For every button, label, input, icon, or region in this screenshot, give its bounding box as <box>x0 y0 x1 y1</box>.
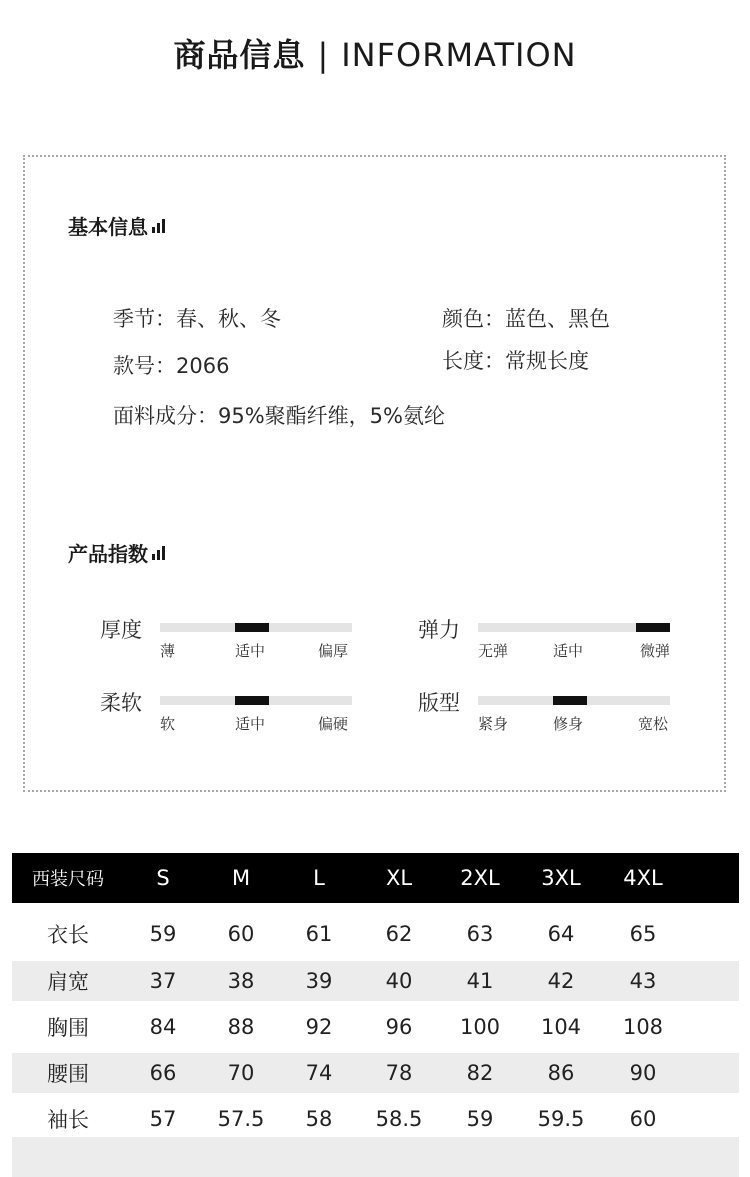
page-title <box>0 30 750 76</box>
table-cell: 92 <box>305 1015 333 1039</box>
basic-info-heading-text: 基本信息 <box>68 215 148 239</box>
table-cell: 90 <box>629 1061 657 1085</box>
color-field: 颜色：蓝色、黑色 <box>442 307 610 331</box>
row-label: 肩宽 <box>47 970 89 994</box>
scale-tick-mid: 修身 <box>553 715 584 733</box>
table-cell: 38 <box>227 969 255 993</box>
table-row <box>12 961 739 1001</box>
header-cell: XL <box>385 866 413 890</box>
row-label: 胸围 <box>47 1016 89 1040</box>
scale-tick-high: 宽松 <box>638 715 669 733</box>
scale-label: 弹力 <box>418 618 460 642</box>
row-label: 袖长 <box>47 1108 89 1132</box>
scale-tick-mid: 适中 <box>235 715 266 733</box>
index-scale-softness <box>100 687 360 747</box>
table-cell: 58.5 <box>375 1107 423 1131</box>
table-row <box>12 1053 739 1093</box>
scale-tick-high: 偏硬 <box>318 715 349 733</box>
table-cell: 60 <box>629 1107 657 1131</box>
product-index-heading <box>68 538 165 567</box>
table-cell: 61 <box>305 922 333 946</box>
scale-tick-low: 紧身 <box>478 715 509 733</box>
table-cell: 82 <box>466 1061 494 1085</box>
scale-marker <box>235 623 269 632</box>
table-cell: 59 <box>466 1107 494 1131</box>
row-label: 腰围 <box>47 1062 89 1086</box>
header-cell: 2XL <box>460 866 500 890</box>
table-cell: 84 <box>149 1015 177 1039</box>
scale-tick-high: 偏厚 <box>318 642 349 660</box>
season-field: 季节：春、秋、冬 <box>113 307 281 331</box>
table-cell: 108 <box>622 1015 664 1039</box>
header-cell: L <box>313 866 325 890</box>
table-cell: 96 <box>385 1015 413 1039</box>
title-cn: 商品信息 <box>173 36 306 74</box>
table-cell: 104 <box>540 1015 582 1039</box>
table-cell: 43 <box>629 969 657 993</box>
row-label: 衣长 <box>47 923 89 947</box>
title-en: INFORMATION <box>341 36 577 74</box>
table-cell: 78 <box>385 1061 413 1085</box>
table-cell: 63 <box>466 922 494 946</box>
scale-marker <box>553 696 587 705</box>
scale-tick-mid: 适中 <box>235 642 266 660</box>
table-cell: 37 <box>149 969 177 993</box>
scale-track <box>478 696 670 705</box>
product-index-heading-text: 产品指数 <box>68 542 148 566</box>
table-cell: 40 <box>385 969 413 993</box>
title-separator: | <box>317 36 330 74</box>
scale-marker <box>636 623 670 632</box>
size-table <box>12 853 739 1145</box>
index-scale-elasticity <box>418 614 678 674</box>
header-cell: 3XL <box>541 866 581 890</box>
scale-track <box>160 623 352 632</box>
scale-tick-low: 无弹 <box>478 642 509 660</box>
scale-label: 版型 <box>418 691 460 715</box>
table-cell: 70 <box>227 1061 255 1085</box>
scale-tick-low: 薄 <box>160 642 176 660</box>
header-cell: 4XL <box>623 866 663 890</box>
scale-tick-high: 微弹 <box>640 642 671 660</box>
table-cell: 39 <box>305 969 333 993</box>
table-cell: 59 <box>149 922 177 946</box>
scale-label: 柔软 <box>100 691 142 715</box>
table-cell: 66 <box>149 1061 177 1085</box>
signal-bars-icon <box>152 219 165 233</box>
scale-tick-low: 软 <box>160 715 176 733</box>
header-cell: S <box>156 866 170 890</box>
table-cell: 100 <box>459 1015 501 1039</box>
style-no-field: 款号：2066 <box>113 354 230 378</box>
table-cell: 57 <box>149 1107 177 1131</box>
table-cell: 88 <box>227 1015 255 1039</box>
table-cell: 59.5 <box>537 1107 585 1131</box>
header-cell: M <box>231 866 251 890</box>
scale-track <box>478 623 670 632</box>
table-cell: 64 <box>547 922 575 946</box>
table-cell: 60 <box>227 922 255 946</box>
table-cell: 41 <box>466 969 494 993</box>
table-row <box>12 1001 739 1053</box>
info-panel <box>23 155 726 792</box>
index-scale-fit <box>418 687 678 747</box>
length-field: 长度：常规长度 <box>442 349 589 373</box>
table-footer-strip <box>12 1137 739 1177</box>
index-scale-thickness <box>100 614 360 674</box>
basic-info-heading <box>68 211 165 240</box>
table-cell: 58 <box>305 1107 333 1131</box>
scale-marker <box>235 696 269 705</box>
table-cell: 57.5 <box>217 1107 265 1131</box>
header-cell: 西装尺码 <box>32 869 104 890</box>
signal-bars-icon <box>152 546 165 560</box>
table-cell: 86 <box>547 1061 575 1085</box>
table-cell: 62 <box>385 922 413 946</box>
scale-label: 厚度 <box>100 618 142 642</box>
size-table-header <box>12 853 739 903</box>
scale-track <box>160 696 352 705</box>
table-row <box>12 903 739 961</box>
table-cell: 42 <box>547 969 575 993</box>
fabric-field: 面料成分：95%聚酯纤维，5%氨纶 <box>113 404 445 428</box>
scale-tick-mid: 适中 <box>553 642 584 660</box>
table-cell: 65 <box>629 922 657 946</box>
table-cell: 74 <box>305 1061 333 1085</box>
